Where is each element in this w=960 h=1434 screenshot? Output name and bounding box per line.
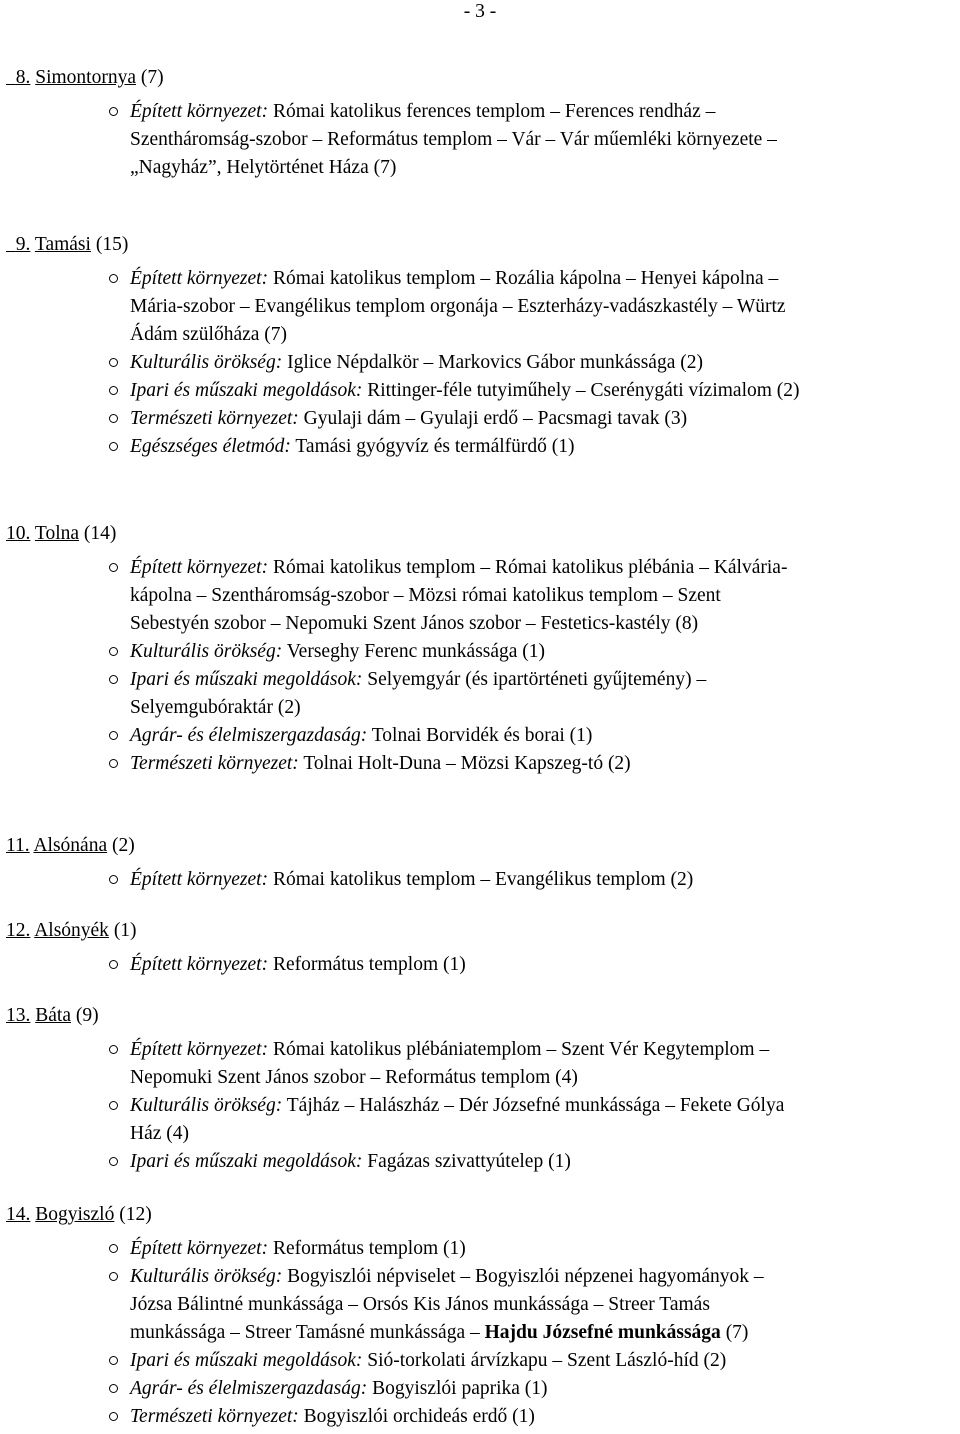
item-category: Épített környezet: <box>130 1238 269 1259</box>
bullet-icon <box>109 1244 118 1253</box>
list-item <box>0 1235 958 1263</box>
list-item <box>0 1375 958 1403</box>
item-category: Kulturális örökség: <box>130 1266 283 1287</box>
item-line <box>130 1235 958 1263</box>
item-text: Sebestyén szobor – Nepomuki Szent János szobor – Festetics-kastély (8) <box>130 613 699 634</box>
item-line <box>130 1120 958 1148</box>
item-line <box>130 1403 958 1431</box>
item-line <box>130 377 958 405</box>
item-category: Épített környezet: <box>130 268 269 289</box>
list-item <box>0 1148 958 1176</box>
item-category: Természeti környezet: <box>130 1406 299 1427</box>
heading-indent <box>6 234 16 255</box>
item-text: Római katolikus ferences templom – Ferences rendház – <box>272 101 716 122</box>
item-line <box>130 1263 958 1291</box>
section-number: 14. <box>6 1204 31 1225</box>
section-heading <box>6 1203 152 1227</box>
item-category: Kulturális örökség: <box>130 352 283 373</box>
item-line <box>130 610 958 638</box>
item-line <box>130 951 958 979</box>
section-count: (1) <box>108 920 137 941</box>
item-bold-text: Hajdu Józsefné munkássága <box>484 1322 721 1343</box>
item-text: Tamási gyógyvíz és termálfürdő (1) <box>295 436 575 457</box>
item-text: munkássága – Streer Tamásné munkássága – <box>130 1322 485 1343</box>
item-category: Épített környezet: <box>130 557 269 578</box>
section-heading <box>6 919 137 943</box>
item-line <box>130 1347 958 1375</box>
bullet-icon <box>109 442 118 451</box>
item-line <box>130 1064 958 1092</box>
item-list <box>0 554 958 778</box>
item-category: Épített környezet: <box>130 954 269 975</box>
section-count: (7) <box>136 67 164 88</box>
item-text: Selyemgubóraktár (2) <box>130 697 301 718</box>
item-text: Ház (4) <box>130 1123 190 1144</box>
item-text: Római katolikus templom – Evangélikus templom (2) <box>272 869 694 890</box>
list-item <box>0 722 958 750</box>
section-count: (2) <box>107 835 135 856</box>
item-text: Református templom (1) <box>272 954 466 975</box>
item-text: Római katolikus templom – Rozália kápolna – Henyei kápolna – <box>272 268 779 289</box>
bullet-icon <box>109 759 118 768</box>
item-line <box>130 1092 958 1120</box>
item-line <box>130 638 958 666</box>
bullet-icon <box>109 1157 118 1166</box>
item-list <box>0 1235 958 1431</box>
item-text: Fagázas szivattyútelep (1) <box>367 1151 571 1172</box>
settlement-name: Simontornya <box>35 67 136 88</box>
bullet-icon <box>109 1045 118 1054</box>
page-number: - 3 - <box>463 1 497 22</box>
item-category: Agrár- és élelmiszergazdaság: <box>130 1378 368 1399</box>
list-item <box>0 433 958 461</box>
item-line <box>130 582 958 610</box>
heading-indent <box>6 67 16 88</box>
settlement-name: Alsónána <box>33 835 108 856</box>
bullet-icon <box>109 414 118 423</box>
item-line <box>130 1375 958 1403</box>
item-list <box>0 265 958 461</box>
item-category: Épített környezet: <box>130 869 269 890</box>
list-item <box>0 750 958 778</box>
settlement-name: Báta <box>35 1005 71 1026</box>
item-line <box>130 750 958 778</box>
section-number: 11. <box>6 835 30 856</box>
section-count: (9) <box>70 1005 99 1026</box>
bullet-icon <box>109 1272 118 1281</box>
item-list <box>0 951 958 979</box>
item-line <box>130 349 958 377</box>
section-heading <box>6 522 116 546</box>
item-list <box>0 866 958 894</box>
list-item <box>0 554 958 638</box>
list-item <box>0 1036 958 1092</box>
list-item <box>0 666 958 722</box>
settlement-name: Bogyiszló <box>35 1204 115 1225</box>
list-item <box>0 1092 958 1148</box>
list-item <box>0 638 958 666</box>
list-item <box>0 98 958 182</box>
item-text: Bogyiszlói népviselet – Bogyiszlói népzenei hagyományok – <box>287 1266 764 1287</box>
item-line <box>130 405 958 433</box>
item-line <box>130 666 958 694</box>
item-line <box>130 433 958 461</box>
bullet-icon <box>109 731 118 740</box>
item-text: Mária-szobor – Evangélikus templom orgonája – Eszterházy-vadászkastély – Würtz <box>130 296 786 317</box>
item-text: Bogyiszlói orchideás erdő (1) <box>303 1406 535 1427</box>
item-text: Tájház – Halászház – Dér Józsefné munkássága – Fekete Gólya <box>286 1095 785 1116</box>
section-number: 13. <box>6 1005 31 1026</box>
item-text: „Nagyház”, Helytörténet Háza (7) <box>130 157 397 178</box>
list-item <box>0 377 958 405</box>
bullet-icon <box>109 675 118 684</box>
section-heading <box>6 1004 99 1028</box>
item-list <box>0 1036 958 1176</box>
section-count: (15) <box>90 234 129 255</box>
bullet-icon <box>109 386 118 395</box>
item-line <box>130 154 958 182</box>
item-line <box>130 98 958 126</box>
bullet-icon <box>109 647 118 656</box>
item-text: Gyulaji dám – Gyulaji erdő – Pacsmagi tavak (3) <box>303 408 688 429</box>
item-text: Tolnai Holt-Duna – Mözsi Kapszeg-tó (2) <box>303 753 631 774</box>
item-text: Bogyiszlói paprika (1) <box>372 1378 548 1399</box>
item-text: Református templom (1) <box>272 1238 466 1259</box>
bullet-icon <box>109 563 118 572</box>
bullet-icon <box>109 1412 118 1421</box>
item-category: Ipari és műszaki megoldások: <box>130 669 363 690</box>
item-text: Selyemgyár (és ipartörténeti gyűjtemény) – <box>367 669 707 690</box>
item-line <box>130 293 958 321</box>
item-list <box>0 98 958 182</box>
bullet-icon <box>109 107 118 116</box>
bullet-icon <box>109 274 118 283</box>
item-category: Épített környezet: <box>130 1039 269 1060</box>
item-category: Ipari és műszaki megoldások: <box>130 1350 363 1371</box>
settlement-name: Tolna <box>34 523 80 544</box>
item-text: Szentháromság-szobor – Református templom – Vár – Vár műemléki környezete – <box>130 129 777 150</box>
item-text: (7) <box>720 1322 749 1343</box>
item-category: Ipari és műszaki megoldások: <box>130 380 363 401</box>
section-heading <box>6 233 128 257</box>
item-line <box>130 321 958 349</box>
item-category: Kulturális örökség: <box>130 641 283 662</box>
section-count: (14) <box>79 523 117 544</box>
section-count: (12) <box>114 1204 152 1225</box>
bullet-icon <box>109 875 118 884</box>
item-line <box>130 554 958 582</box>
section-number: 8. <box>15 67 31 88</box>
item-line <box>130 1148 958 1176</box>
list-item <box>0 349 958 377</box>
item-line <box>130 722 958 750</box>
item-category: Egészséges életmód: <box>130 436 291 457</box>
list-item <box>0 1403 958 1431</box>
item-text: Római katolikus templom – Római katolikus plébánia – Kálvária- <box>272 557 788 578</box>
section-heading <box>6 834 135 858</box>
section-number: 9. <box>15 234 31 255</box>
list-item <box>0 1263 958 1347</box>
item-text: Sió-torkolati árvízkapu – Szent László-híd (2) <box>367 1350 727 1371</box>
item-text: Ádám szülőháza (7) <box>130 324 288 345</box>
settlement-name: Alsónyék <box>34 920 109 941</box>
item-line <box>130 1291 958 1319</box>
bullet-icon <box>109 1384 118 1393</box>
list-item <box>0 265 958 349</box>
item-text: Tolnai Borvidék és borai (1) <box>371 725 593 746</box>
settlement-name: Tamási <box>34 234 91 255</box>
section-heading <box>6 66 164 90</box>
item-text: Rittinger-féle tutyiműhely – Cserénygáti vízimalom (2) <box>367 380 800 401</box>
item-text: Római katolikus plébániatemplom – Szent Vér Kegytemplom – <box>272 1039 770 1060</box>
item-category: Ipari és műszaki megoldások: <box>130 1151 363 1172</box>
item-text: Iglice Népdalkör – Markovics Gábor munkássága (2) <box>287 352 703 373</box>
item-text: kápolna – Szentháromság-szobor – Mözsi római katolikus templom – Szent <box>130 585 721 606</box>
list-item <box>0 1347 958 1375</box>
item-category: Agrár- és élelmiszergazdaság: <box>130 725 368 746</box>
item-line <box>130 866 958 894</box>
item-category: Természeti környezet: <box>130 753 299 774</box>
section-number: 10. <box>6 523 31 544</box>
item-text: Verseghy Ferenc munkássága (1) <box>286 641 546 662</box>
section-number: 12. <box>6 920 31 941</box>
list-item <box>0 405 958 433</box>
item-line <box>130 694 958 722</box>
bullet-icon <box>109 1356 118 1365</box>
item-line <box>130 126 958 154</box>
item-category: Épített környezet: <box>130 101 269 122</box>
item-category: Természeti környezet: <box>130 408 299 429</box>
item-category: Kulturális örökség: <box>130 1095 283 1116</box>
list-item <box>0 951 958 979</box>
item-text: Nepomuki Szent János szobor – Református templom (4) <box>130 1067 578 1088</box>
item-line <box>130 1036 958 1064</box>
bullet-icon <box>109 358 118 367</box>
item-line <box>130 1319 958 1347</box>
bullet-icon <box>109 960 118 969</box>
bullet-icon <box>109 1101 118 1110</box>
list-item <box>0 866 958 894</box>
item-line <box>130 265 958 293</box>
item-text: Józsa Bálintné munkássága – Orsós Kis János munkássága – Streer Tamás <box>130 1294 710 1315</box>
